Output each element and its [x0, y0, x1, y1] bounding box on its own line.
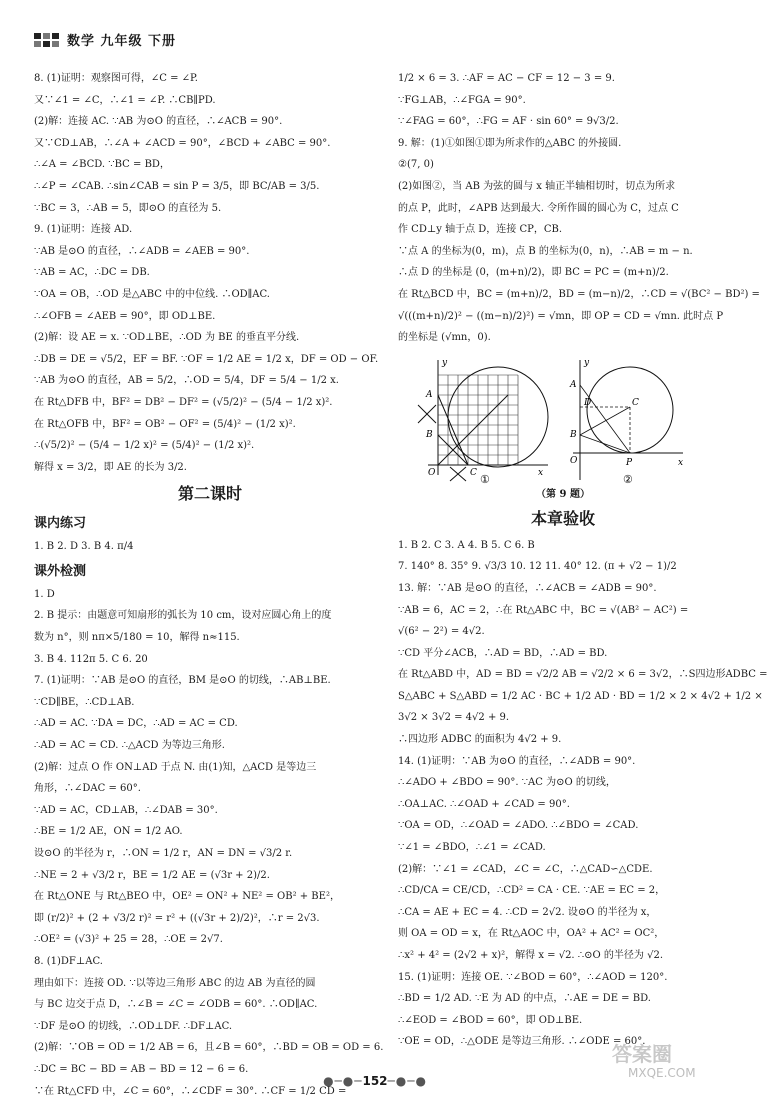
answer-line: ∵OA = OD，∴∠OAD = ∠ADO. ∴∠BDO = ∠CAD. — [398, 820, 639, 832]
fig1-x-label: x — [538, 467, 544, 478]
answer-line: 即 (r/2)² + (2 + √3/2 r)² = r² + ((√3r + 2)/2)²，∴r = 2√3. — [34, 912, 320, 924]
page-number: ●─●─152─●─● — [323, 1074, 427, 1088]
answer-line: (2)如图②，当 AB 为弦的圆与 x 轴正半轴相切时，切点为所求 — [398, 180, 676, 192]
answer-line: ∵OE = OD，∴△ODE 是等边三角形. ∴∠ODE = 60°. — [398, 1036, 646, 1048]
page-number-value: 152 — [362, 1074, 388, 1088]
answer-line: ∴AD = AC = CD. ∴△ACD 为等边三角形. — [34, 740, 225, 752]
answer-line: 8. (1)证明：观察图可得，∠C = ∠P. — [34, 73, 198, 84]
answer-line: 又∵CD⊥AB，∴∠A + ∠ACD = 90°，∠BCD + ∠ABC = 90°. — [34, 137, 331, 149]
figure-caption: （第 9 题） — [536, 488, 590, 500]
answer-line: ∴OE² = (√3)² + 25 = 28，∴OE = 2√7. — [34, 934, 223, 946]
answer-line: 的坐标是 (√mn，0). — [398, 332, 491, 344]
chapter-title: 本章验收 — [530, 508, 595, 528]
logo-icon — [34, 33, 59, 47]
answer-line: 3√2 × 3√2 = 4√2 + 9. — [398, 712, 510, 724]
answer-line: ∴BE = 1/2 AE，ON = 1/2 AO. — [34, 826, 183, 838]
answer-line: ∴CD/CA = CE/CD，∴CD² = CA · CE. ∵AE = EC = 2， — [398, 885, 666, 897]
answer-line: 9. 解：(1)①如图①即为所求作的△ABC 的外接圆. — [398, 137, 622, 149]
lesson-title: 第二课时 — [177, 484, 242, 504]
answer-line: ∴点 D 的坐标是 (0，(m+n)/2)，即 BC = PC = (m+n)/2. — [398, 267, 669, 279]
fig2-P-label: P — [626, 457, 633, 468]
answer-line: ∵点 A 的坐标为(0，m)，点 B 的坐标为(0，n)，∴AB = m − n. — [398, 245, 693, 257]
answer-line: 14. (1)证明：∵AB 为⊙O 的直径，∴∠ADB = 90°. — [398, 755, 636, 767]
answer-line: ∵AB 是⊙O 的直径，∴∠ADB = ∠AEB = 90°. — [34, 245, 250, 257]
fig2-O-label: O — [570, 455, 578, 466]
chapter-answers — [398, 535, 767, 1053]
fig1-B-label: B — [426, 429, 433, 440]
fig2-D-label: D — [584, 397, 592, 408]
figure-q9 — [398, 355, 728, 485]
answer-line: 角形，∴∠DAC = 60°. — [34, 783, 141, 795]
right-answers — [398, 68, 760, 349]
left-column — [34, 68, 386, 1102]
answer-line: 1/2 × 6 = 3. ∴AF = AC − CF = 12 − 3 = 9. — [398, 73, 615, 84]
answer-line: 在 Rt△OFB 中，BF² = OB² − OF² = (5/4)² − (1/2 x)². — [34, 418, 296, 430]
answer-line: 在 Rt△ONE 与 Rt△BEO 中，OE² = ON² + NE² = OB² + BE²， — [34, 891, 340, 903]
answer-line: 在 Rt△DFB 中，BF² = DB² − DF² = (√5/2)² − (5/4 − 1/2 x)². — [34, 396, 333, 408]
answer-line: ∴∠OFB = ∠AEB = 90°，即 OD⊥BE. — [34, 310, 216, 322]
answer-line: ∵OA = OB，∴OD 是△ABC 中的中位线. ∴OD∥AC. — [34, 288, 270, 300]
fig2-C-label: C — [632, 397, 639, 408]
answer-line: ∴CA = AE + EC = 4. ∴CD = 2√2. 设⊙O 的半径为 x， — [398, 906, 657, 918]
answer-line: ∵AD = AC，CD⊥AB，∴∠DAB = 30°. — [34, 804, 218, 816]
fig1-y-label: y — [442, 357, 448, 368]
fig1-A-label: A — [426, 389, 433, 400]
answer-line: 解得 x = 3/2，即 AE 的长为 3/2. — [34, 461, 187, 473]
answer-line: (2)解：过点 O 作 ON⊥AD 于点 N. 由(1)知，△ACD 是等边三 — [34, 761, 317, 773]
answer-line: ∵CD∥BE，∴CD⊥AB. — [34, 696, 135, 708]
check-answers — [34, 584, 386, 1102]
answer-line: (2)解：连接 AC. ∵AB 为⊙O 的直径，∴∠ACB = 90°. — [34, 116, 283, 128]
answer-line: √(((m+n)/2)² − ((m−n)/2)²) = √mn，即 OP = CD = √mn. 此时点 P — [398, 310, 724, 322]
practice-heading: 课内练习 — [34, 516, 87, 532]
answer-line: ∵∠1 = ∠BDO，∴∠1 = ∠CAD. — [398, 842, 546, 854]
figure-q9-svg — [398, 355, 728, 485]
answer-line: ∴DC = BC − BD = AB − BD = 12 − 6 = 6. — [34, 1063, 249, 1075]
answer-line: ∵FG⊥AB，∴∠FGA = 90°. — [398, 94, 526, 106]
answer-line: 则 OA = OD = x，在 Rt△AOC 中，OA² + AC² = OC²， — [398, 928, 665, 940]
answer-line: 1. B 2. C 3. A 4. B 5. C 6. B — [398, 539, 535, 551]
fig2-y-label: y — [584, 357, 590, 368]
answer-line: (2)解：∵OB = OD = 1/2 AB = 6，且∠B = 60°，∴BD = OB = OD = 6. — [34, 1042, 384, 1054]
answer-line: ∵在 Rt△CFD 中，∠C = 60°，∴∠CDF = 30°. ∴CF = 1/2 CD = — [34, 1085, 347, 1097]
answer-line: 3. B 4. 112π 5. C 6. 20 — [34, 653, 148, 665]
watermark-logo: 答案圈 — [612, 1042, 672, 1066]
fig1-C-label: C — [470, 467, 477, 478]
answer-line: 7. (1)证明：∵AB 是⊙O 的直径，BM 是⊙O 的切线，∴AB⊥BE. — [34, 675, 331, 687]
right-column — [398, 68, 767, 1053]
page-header — [34, 30, 176, 49]
answer-line: ∴OA⊥AC. ∴∠OAD + ∠CAD = 90°. — [398, 798, 570, 810]
answer-line: ∴∠EOD = ∠BOD = 60°，即 OD⊥BE. — [398, 1014, 583, 1026]
answer-line: ∴NE = 2 + √3/2 r，BE = 1/2 AE = (√3r + 2)/2. — [34, 869, 270, 881]
answer-line: ∴DB = DE = √5/2，EF = BF. ∵OF = 1/2 AE = 1/2 x，DF = OD − OF. — [34, 353, 379, 365]
answer-line: 设⊙O 的半径为 r，∴ON = 1/2 r，AN = DN = √3/2 r. — [34, 848, 293, 859]
answer-line: (2)解：∵∠1 = ∠CAD，∠C = ∠C，∴△CAD∽△CDE. — [398, 863, 653, 875]
answer-line: ∴(√5/2)² − (5/4 − 1/2 x)² = (5/4)² − (1/2 x)². — [34, 440, 255, 452]
answer-line: ∵BC = 3，∴AB = 5，即⊙O 的直径为 5. — [34, 202, 222, 214]
answer-line: 作 CD⊥y 轴于点 D，连接 CP，CB. — [398, 224, 563, 236]
answer-line: ∴x² + 4² = (2√2 + x)²，解得 x = √2. ∴⊙O 的半径为 √2. — [398, 950, 663, 961]
answer-line: ∴BD = 1/2 AD. ∵E 为 AD 的中点，∴AE = DE = BD. — [398, 993, 651, 1005]
check-heading: 课外检测 — [34, 563, 87, 579]
answer-line: ∵DF 是⊙O 的切线，∴OD⊥DF. ∴DF⊥AC. — [34, 1020, 233, 1032]
answer-line: ∵AB = AC，∴DC = DB. — [34, 267, 150, 279]
answer-line: 8. (1)DF⊥AC. — [34, 955, 103, 967]
answer-line: 2. B 提示：由题意可知扇形的弧长为 10 cm，设对应圆心角上的度 — [34, 610, 332, 622]
figure-2 — [569, 358, 683, 480]
figure-label-1: ① — [480, 472, 490, 486]
fig2-B-label: B — [570, 429, 577, 440]
book-title: 数学 九年级 下册 — [67, 34, 177, 49]
answer-line: 在 Rt△BCD 中，BC = (m+n)/2，BD = (m−n)/2，∴CD = √(BC² − BD²) = — [398, 288, 760, 300]
figure-1 — [418, 358, 548, 481]
answer-line: ∵∠FAG = 60°，∴FG = AF · sin 60° = 9√3/2. — [398, 116, 619, 128]
left-answers — [34, 68, 386, 478]
fig1-O-label: O — [428, 467, 436, 478]
answer-line: ∴∠ADO + ∠BDO = 90°. ∵AC 为⊙O 的切线， — [398, 777, 616, 789]
answer-line: ∴∠P = ∠CAB. ∴sin∠CAB = sin P = 3/5，即 BC/AB = 3/5. — [34, 180, 320, 192]
answer-line: 7. 140° 8. 35° 9. √3/3 10. 12 11. 40° 12. (π + √2 − 1)/2 — [398, 561, 677, 573]
answer-line: ②(7, 0) — [398, 159, 434, 171]
answer-line: 9. (1)证明：连接 AD. — [34, 224, 133, 236]
answer-line: ∵AB = 6，AC = 2，∴在 Rt△ABC 中，BC = √(AB² − AC²) = — [398, 604, 689, 616]
answer-line: 1. D — [34, 588, 55, 600]
watermark-site: MXQE.COM — [628, 1066, 696, 1080]
answer-line: ∴AD = AC. ∵DA = DC，∴AD = AC = CD. — [34, 718, 238, 730]
answer-line: 13. 解：∵AB 是⊙O 的直径，∴∠ACB = ∠ADB = 90°. — [398, 582, 657, 594]
answer-line: ∵AB 为⊙O 的直径，AB = 5/2，∴OD = 5/4，DF = 5/4 − 1/2 x. — [34, 375, 339, 387]
answer-line: ∴四边形 ADBC 的面积为 4√2 + 9. — [398, 734, 562, 746]
answer-line: 与 BC 边交于点 D，∴∠B = ∠C = ∠ODB = 60°. ∴OD∥AC. — [34, 999, 318, 1011]
answer-line: ∵CD 平分∠ACB，∴AD = BD，∴AD = BD. — [398, 647, 608, 659]
figure-label-2: ② — [623, 472, 633, 486]
answer-line: S△ABC + S△ABD = 1/2 AC · BC + 1/2 AD · BD = 1/2 × 2 × 4√2 + 1/2 × — [398, 690, 763, 702]
answer-line: 15. (1)证明：连接 OE. ∵∠BOD = 60°，∴∠AOD = 120°. — [398, 971, 668, 983]
answer-line: 的点 P，此时，∠APB 达到最大. 令所作圆的圆心为 C，过点 C — [398, 202, 679, 214]
fig2-x-label: x — [678, 457, 684, 468]
answer-line: 又∵∠1 = ∠C，∴∠1 = ∠P. ∴CB∥PD. — [34, 94, 216, 106]
answer-line: (2)解：设 AE = x. ∵OD⊥BE，∴OD 为 BE 的垂直平分线. — [34, 332, 300, 344]
fig2-A-label: A — [570, 379, 577, 390]
answer-line: 数为 n°，则 nπ×5/180 = 10，解得 n≈115. — [34, 632, 240, 644]
answer-line: 在 Rt△ABD 中，AD = BD = √2/2 AB = √2/2 × 6 = 3√2，∴S四边形ADBC = — [398, 669, 767, 681]
practice-answers: 1. B 2. D 3. B 4. π/4 — [34, 541, 134, 553]
answer-line: ∴∠A = ∠BCD. ∵BC = BD， — [34, 159, 170, 171]
answer-line: √(6² − 2²) = 4√2. — [398, 626, 485, 638]
answer-line: 理由如下：连接 OD. ∵以等边三角形 ABC 的边 AB 为直径的圆 — [34, 977, 316, 989]
